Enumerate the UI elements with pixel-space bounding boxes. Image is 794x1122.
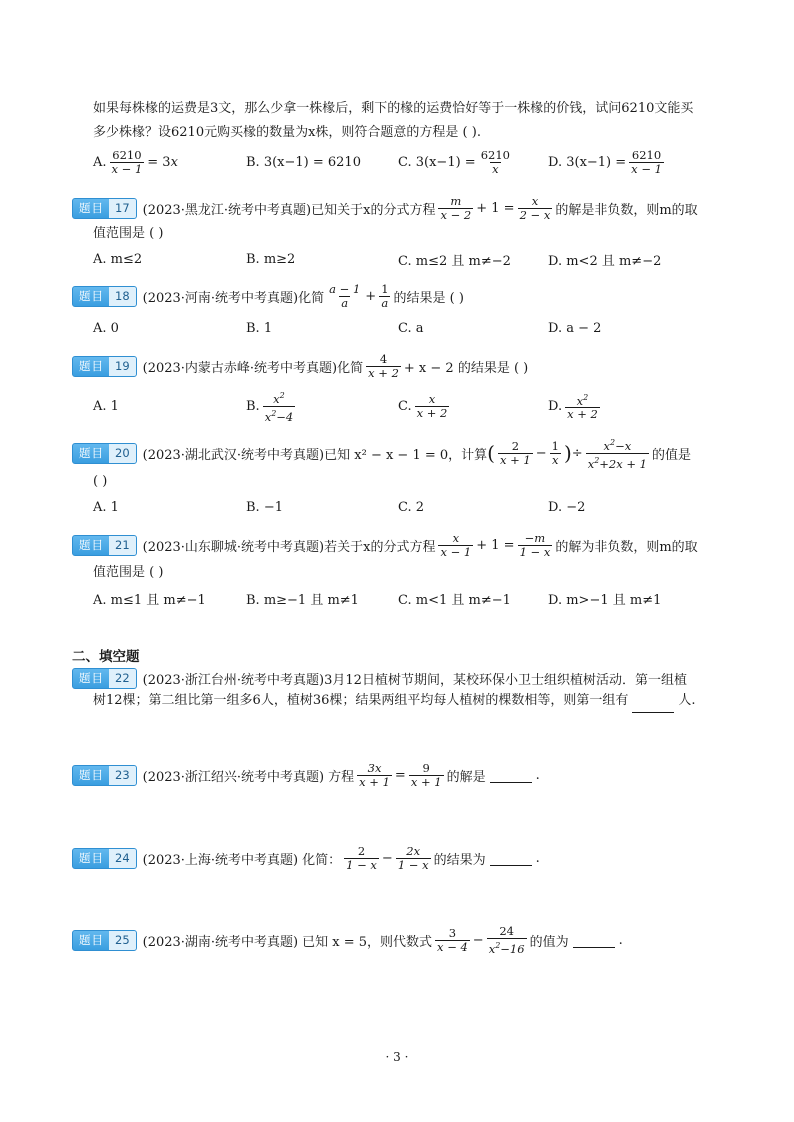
q17-options [93,244,713,274]
q16-line2: 多少株椽？设6210元购买椽的数量为x株，则符合题意的方程是 ( ). [93,125,481,140]
fraction: $\frac{x}{2 - x}$ [519,193,551,222]
answer-blank[interactable] [490,851,532,866]
q17-option-b[interactable]: B. m≥2 [246,251,296,267]
fraction: $\frac{2}{x + 1}$ [499,438,531,467]
question-20: 题目 20 (2023·湖北武汉·统考中考真题) 已知 x² − x − 1 = 0，计算 ( $\frac{2}{x + 1}$ − $\frac{1}{x}$ ) ÷ $\frac{x^2-x}{x^2+2x + 1}$ 的值是 [72,437,732,469]
fraction: $\frac{2}{1 - x}$ [346,843,377,872]
q17-option-d[interactable]: D. m<2 且 m≠−2 [548,253,662,269]
fraction: $\frac{3x}{x + 1}$ [359,760,390,789]
q18-option-b[interactable]: B. 1 [246,320,273,336]
fraction: $\frac{a - 1}{a}$ [329,281,361,310]
fraction: $\frac{1}{x}$ [551,438,559,467]
fraction: $\frac{x^2-x}{x^2+2x + 1}$ [587,437,647,471]
fraction: $\frac{9}{x + 1}$ [410,760,442,789]
q20-cont: ( ) [93,474,108,489]
question-21: 题目 21 (2023·山东聊城·统考中考真题) 若关于x的分式方程 $\frac{x}{x - 1}$ + 1 = $\frac{-m}{1 - x}$ 的解为非负数，则m的取 [72,530,732,560]
question-17: 题目 17 (2023·黑龙江·统考中考真题) 已知关于x的分式方程 $\frac{m}{x - 2}$ + 1 = $\frac{x}{2 - x}$ 的解是非负数，则m的取 [72,194,732,222]
q18-option-c[interactable]: C. a [398,320,424,336]
question-23: 题目 23 (2023·浙江绍兴·统考中考真题) 方程 $\frac{3x}{x + 1}$ = $\frac{9}{x + 1}$ 的解是 . [72,760,732,790]
q20-option-d[interactable]: D. −2 [548,499,586,515]
q20-option-b[interactable]: B. −1 [246,499,283,515]
q18-option-d[interactable]: D. a − 2 [548,320,602,336]
question-18: 题目 18 (2023·河南·统考中考真题) 化简 $\frac{a - 1}{a}$ + $\frac{1}{a}$ 的结果是 ( ) [72,281,732,311]
q21-option-d[interactable]: D. m>−1 且 m≠1 [548,592,662,608]
q17-option-c[interactable]: C. m≤2 且 m≠−2 [398,253,511,269]
q20-option-a[interactable]: A. 1 [93,499,119,515]
q16-options [93,147,713,177]
q17-cont: 值范围是 ( ) [93,226,164,241]
q20-option-c[interactable]: C. 2 [398,499,425,515]
q19-options [93,388,713,424]
q19-option-b[interactable]: B. $\frac{x^2}{x^2-4}$ [246,390,294,424]
q16-text [93,97,713,145]
fraction: $\frac{6210}{x - 1}$ [111,147,143,176]
q16-option-b[interactable]: B. 3(x−1) = 6210 [246,154,361,170]
page-number: · 3 · [385,1050,409,1064]
q21-option-a[interactable]: A. m≤1 且 m≠−1 [93,592,206,608]
fraction: $\frac{-m}{1 - x}$ [519,530,551,559]
question-25: 题目 25 (2023·湖南·统考中考真题) 已知 x = 5，则代数式 $\frac{3}{x - 4}$ − $\frac{24}{x^2-16}$ 的值为 . [72,925,732,955]
question-badge: 题目 17 [72,198,137,219]
answer-blank[interactable] [573,933,615,948]
q17-option-a[interactable]: A. m≤2 [93,251,143,267]
question-badge: 题目 21 [72,535,137,556]
fraction: $\frac{x^2}{x + 2}$ [567,392,598,422]
q19-option-a[interactable]: A. 1 [93,398,119,414]
fraction: $\frac{3}{x - 4}$ [437,925,468,954]
fraction: $\frac{m}{x - 2}$ [440,193,472,222]
answer-blank[interactable] [490,768,532,783]
fraction: $\frac{x}{x + 2}$ [416,391,448,420]
q21-option-b[interactable]: B. m≥−1 且 m≠1 [246,592,359,608]
q20-options [93,492,713,522]
fraction: $\frac{6210}{x - 1}$ [631,147,662,176]
q21-option-c[interactable]: C. m<1 且 m≠−1 [398,592,511,608]
q16-option-d[interactable]: D. 3(x−1) = $\frac{6210}{x - 1}$ [548,147,662,176]
fraction: $\frac{1}{a}$ [381,281,389,310]
answer-blank[interactable] [632,698,674,713]
question-badge: 题目 20 [72,443,137,464]
q19-option-d[interactable]: D. $\frac{x^2}{x + 2}$ [548,392,598,422]
fraction: $\frac{4}{x + 2}$ [368,351,399,380]
q19-option-c[interactable]: C. $\frac{x}{x + 2}$ [398,391,448,420]
q16-option-a[interactable]: A. $\frac{6210}{x - 1}$ = 3x [93,147,178,176]
q16-line1: 如果每株椽的运费是3文，那么少拿一株椽后，剩下的椽的运费恰好等于一株椽的价钱，试问6210文能买 [93,101,694,116]
fraction: $\frac{24}{x^2-16}$ [488,923,525,956]
fraction: $\frac{6210}{x}$ [480,147,510,176]
question-24: 题目 24 (2023·上海·统考中考真题) 化简： $\frac{2}{1 - x}$ − $\frac{2x}{1 - x}$ 的结果为 . [72,843,732,873]
question-badge: 题目 23 [72,765,137,786]
question-badge: 题目 22 [72,668,137,689]
fraction: $\frac{2x}{1 - x}$ [397,843,429,872]
question-badge: 题目 18 [72,286,137,307]
section-heading-fill-in: 二、填空题 [72,649,140,665]
q21-options [93,583,713,613]
q21-cont: 值范围是 ( ) [93,565,164,580]
question-22: 题目 22 (2023·浙江台州·统考中考真题) 3月12日植树节期间，某校环保小卫士组织植树活动．第一组植 [72,666,732,690]
question-badge: 题目 24 [72,848,137,869]
q16-option-c[interactable]: C. 3(x−1) = $\frac{6210}{x}$ [398,147,510,176]
question-badge: 题目 25 [72,930,137,951]
q22-cont: 树12棵；第二组比第一组多6人，植树36棵；结果两组平均每人植树的棵数相等，则第一组有 人. [93,689,713,713]
fraction: $\frac{x}{x - 1}$ [440,530,472,559]
question-19: 题目 19 (2023·内蒙古赤峰·统考中考真题) 化简 $\frac{4}{x + 2}$ + x − 2 的结果是 ( ) [72,351,732,381]
question-badge: 题目 19 [72,356,137,377]
q18-option-a[interactable]: A. 0 [93,320,119,336]
q18-options [93,313,713,343]
fraction: $\frac{x^2}{x^2-4}$ [264,390,294,424]
